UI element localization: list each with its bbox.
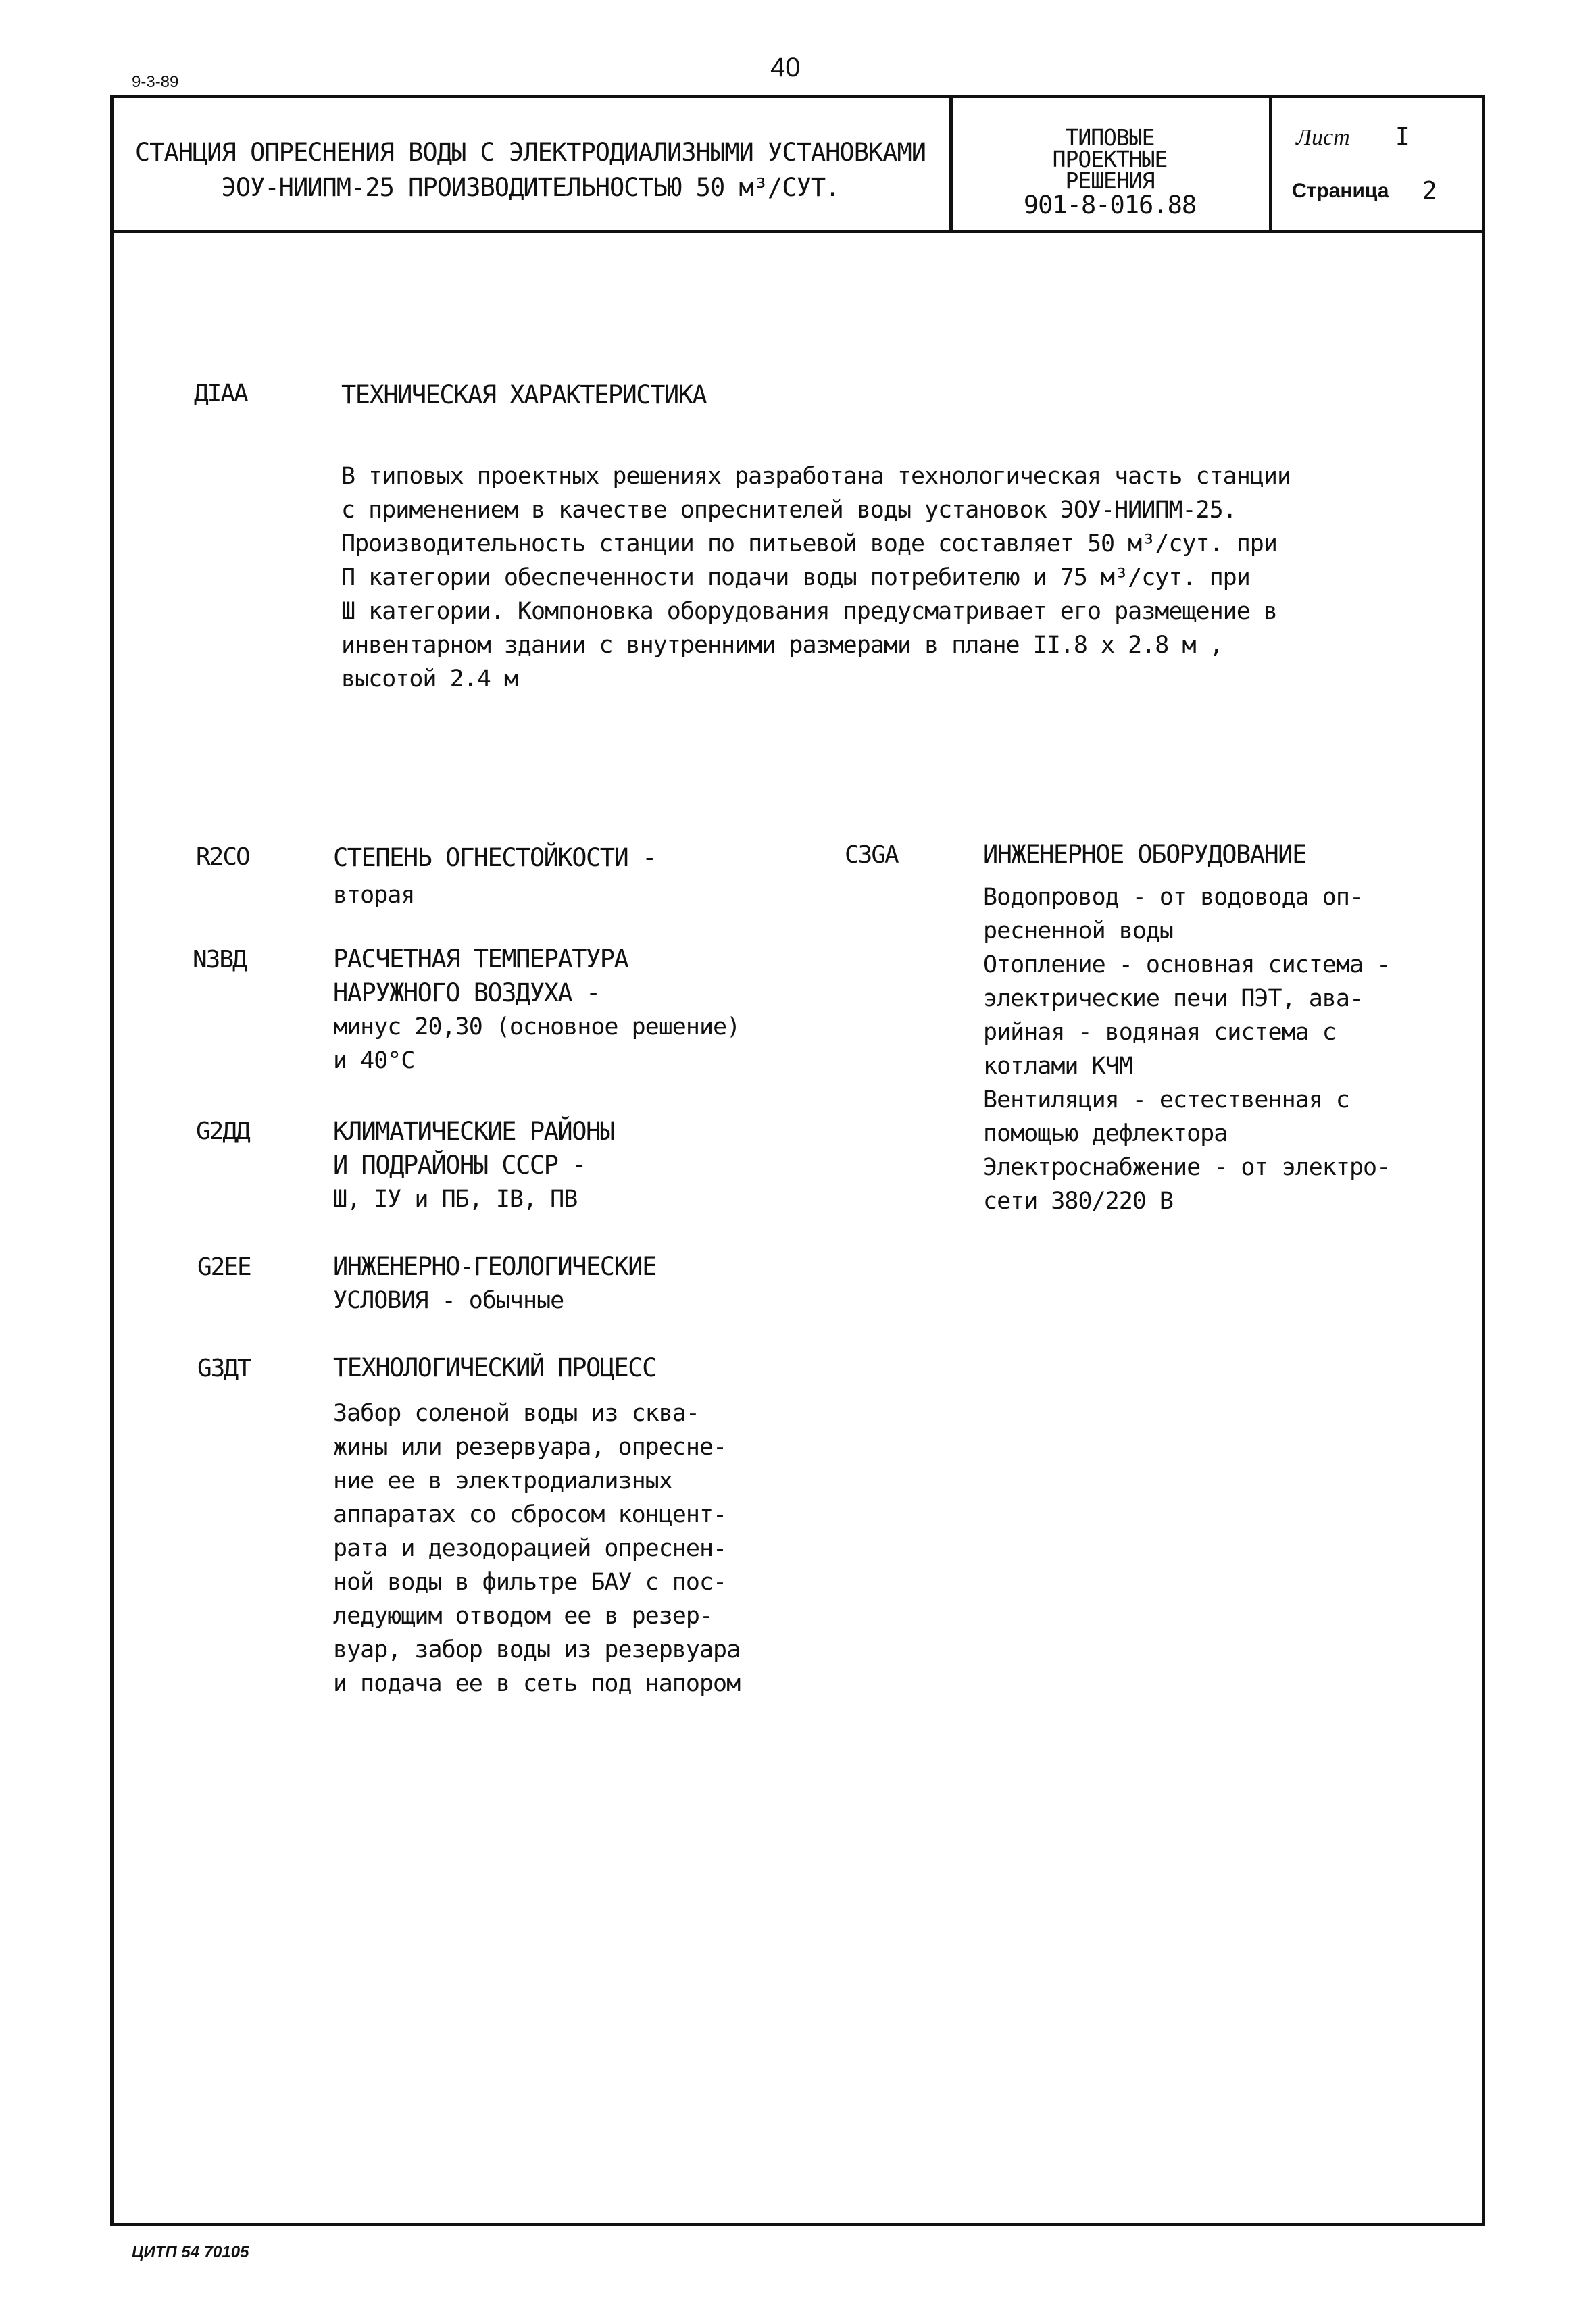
header-column-divider [949, 95, 953, 232]
text-line: инвентарном здании с внутренними размерами в плане II.8 х 2.8 м , [341, 632, 1223, 659]
text-line: с применением в качестве опреснителей воды установок ЭОУ-НИИПМ-25. [341, 497, 1237, 524]
title-line: РАСЧЕТНАЯ ТЕМПЕРАТУРА [333, 945, 628, 974]
title-line: НАРУЖНОГО ВОЗДУХА - [333, 978, 600, 1007]
section-code: ДIАА [194, 380, 247, 407]
series-line: ТИПОВЫЕ [1065, 124, 1155, 151]
text-line: Производительность станции по питьевой воде составляет 50 м³/сут. при [341, 530, 1277, 557]
section-title: ИНЖЕНЕРНО-ГЕОЛОГИЧЕСКИЕ [333, 1252, 656, 1281]
section-title: ИНЖЕНЕРНОЕ ОБОРУДОВАНИЕ [983, 840, 1306, 869]
text-line: вторая [333, 882, 415, 909]
text-line: УСЛОВИЯ - обычные [333, 1287, 564, 1314]
text-line: Электроснабжение - от электро- [983, 1154, 1391, 1181]
sheet-label: Лист [1296, 125, 1350, 150]
text-line: вуар, забор воды из резервуара [333, 1636, 741, 1663]
text-line: и подача ее в сеть под напором [333, 1670, 741, 1697]
footer-stamp: ЦИТП 54 70105 [132, 2243, 249, 2261]
text-line: ледующим отводом ее в резер- [333, 1603, 714, 1630]
text-line: Забор соленой воды из сква- [333, 1400, 699, 1427]
text-line: Ш, IУ и ПБ, IВ, ПВ [333, 1186, 578, 1213]
text-line: В типовых проектных решениях разработана технологическая часть станции [341, 463, 1291, 490]
section-title: ТЕХНОЛОГИЧЕСКИЙ ПРОЦЕСС [333, 1353, 656, 1382]
section-title [333, 1115, 614, 1182]
title-line: КЛИМАТИЧЕСКИЕ РАЙОНЫ [333, 1117, 614, 1146]
section-code: G2ДД [196, 1117, 249, 1145]
series-code: 901-8-016.88 [1023, 191, 1197, 220]
text-line: Вентиляция - естественная с [983, 1086, 1349, 1113]
series-line: ПРОЕКТНЫЕ [1052, 146, 1168, 172]
page-number: 40 [770, 53, 801, 82]
series-line: РЕШЕНИЯ [1065, 168, 1155, 194]
page-value: 2 [1422, 177, 1437, 205]
series-block [959, 124, 1260, 220]
section-body [333, 1010, 740, 1078]
section-title [333, 942, 628, 1010]
text-line: рийная - водяная система с [983, 1019, 1336, 1046]
header-column-divider [1269, 95, 1272, 232]
section-title: СТЕПЕНЬ ОГНЕСТОЙКОСТИ - [333, 843, 656, 872]
section-code: R2СО [196, 843, 249, 871]
section-code: G3ДТ [197, 1355, 251, 1382]
section-code: СЗGА [845, 841, 898, 869]
text-line: ресненной воды [983, 917, 1174, 945]
header-divider [110, 230, 1485, 233]
text-line: высотой 2.4 м [341, 665, 518, 693]
title-line: ЭОУ-НИИПМ-25 ПРОИЗВОДИТЕЛЬНОСТЬЮ 50 м³/СУТ. [221, 173, 840, 202]
text-line: электрические печи ПЭТ, ава- [983, 985, 1364, 1012]
page-label: Страница [1292, 180, 1389, 202]
text-line: Отопление - основная система - [983, 951, 1391, 978]
text-line: сети 380/220 В [983, 1188, 1174, 1215]
text-line: ние ее в электродиализных [333, 1467, 672, 1494]
title-line: И ПОДРАЙОНЫ СССР - [333, 1151, 586, 1180]
section-body [333, 1182, 577, 1216]
sheet-number: I [1395, 123, 1410, 151]
title-line: СТАНЦИЯ ОПРЕСНЕНИЯ ВОДЫ С ЭЛЕКТРОДИАЛИЗНЫМИ УСТАНОВКАМИ [134, 138, 926, 167]
text-line: помощью дефлектора [983, 1120, 1228, 1147]
text-line: и 40°С [333, 1047, 415, 1074]
section-body [983, 880, 1456, 1218]
text-line: Ш категории. Компоновка оборудования предусматривает его размещение в [341, 598, 1277, 625]
text-line: аппаратах со сбросом концент- [333, 1501, 727, 1528]
text-line: жины или резервуара, опресне- [333, 1434, 727, 1461]
section-body [333, 1397, 806, 1701]
section-code: NЗВД [193, 946, 246, 974]
text-line: рата и дезодорацией опреснен- [333, 1535, 727, 1562]
section-body [333, 878, 414, 912]
text-line: котлами КЧМ [983, 1053, 1132, 1080]
text-line: ной воды в фильтре БАУ с пос- [333, 1569, 727, 1596]
text-line: минус 20,30 (основное решение) [333, 1013, 741, 1040]
text-line: П категории обеспеченности подачи воды потребителю и 75 м³/сут. при [341, 564, 1250, 591]
section-body [333, 1284, 564, 1317]
text-line: Водопровод - от водовода оп- [983, 884, 1364, 911]
corner-date: 9-3-89 [132, 73, 179, 91]
section-body [341, 459, 1395, 696]
section-code: G2ЕЕ [197, 1253, 251, 1281]
document-title [122, 135, 939, 205]
section-title: ТЕХНИЧЕСКАЯ ХАРАКТЕРИСТИКА [341, 380, 707, 409]
